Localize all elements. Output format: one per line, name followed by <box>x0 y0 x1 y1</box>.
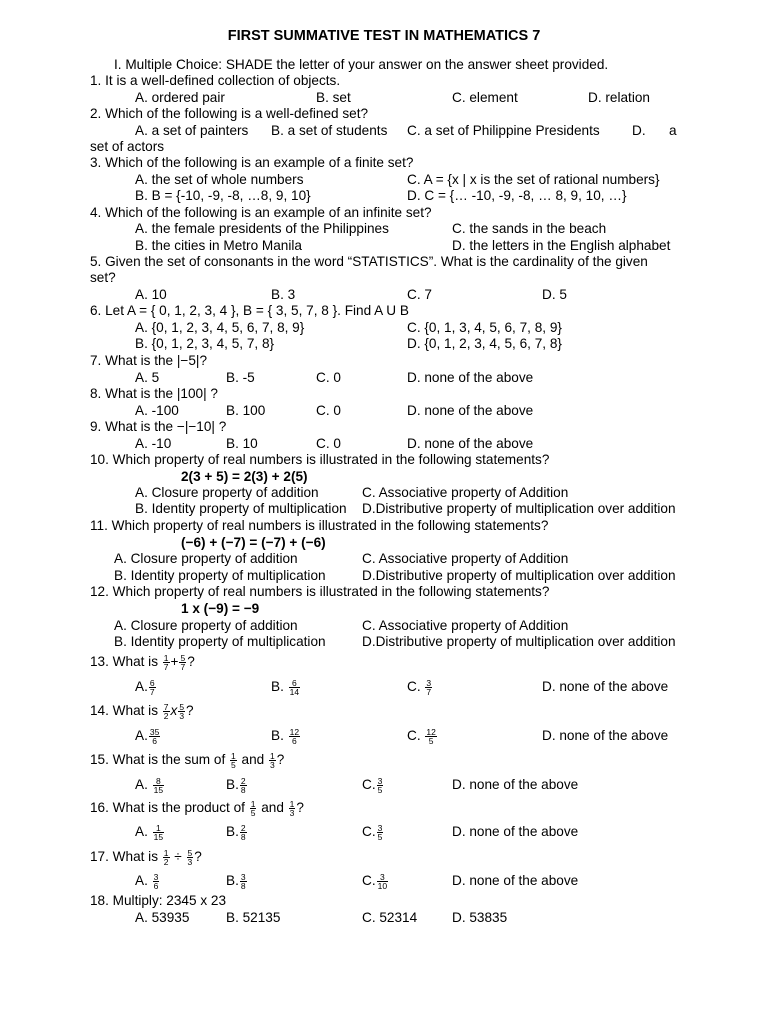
fraction <box>230 752 237 769</box>
page-title: FIRST SUMMATIVE TEST IN MATHEMATICS 7 <box>227 28 541 44</box>
numerator: 6 <box>289 679 300 688</box>
question-8: 8. What is the |100| ? <box>90 386 218 401</box>
option-letter: C. <box>362 824 376 840</box>
operator: + <box>170 654 179 670</box>
question-4: 4. Which of the following is an example of an infinite set? <box>90 205 432 220</box>
q13-option-a <box>135 679 157 696</box>
denominator: 15 <box>153 832 164 842</box>
option-letter: C. <box>362 777 376 793</box>
numerator: 12 <box>426 727 436 737</box>
question-2: 2. Which of the following is a well-defined set? <box>90 106 369 121</box>
denominator: 3 <box>187 857 193 867</box>
q10-option-b: B. Identity property of multiplication <box>135 501 347 516</box>
q3-option-d: D. C = {… -10, -9, -8, … 8, 9, 10, …} <box>407 188 627 203</box>
q7-option-b: B. -5 <box>226 370 255 385</box>
fraction <box>153 777 164 794</box>
numerator: 5 <box>180 653 186 663</box>
q6-option-d: D. {0, 1, 2, 3, 4, 5, 6, 7, 8} <box>407 336 562 351</box>
q4-option-b: B. the cities in Metro Manila <box>135 238 302 253</box>
numerator: 3 <box>377 823 383 833</box>
q10-option-a: A. Closure property of addition <box>135 485 319 500</box>
fraction <box>377 824 384 841</box>
q13-option-d: D. none of the above <box>542 679 669 694</box>
question-15 <box>90 752 284 769</box>
q8-option-c: C. 0 <box>316 403 341 418</box>
option-letter: C. <box>362 873 376 889</box>
fraction <box>240 777 247 794</box>
q1-option-b: B. set <box>316 90 351 105</box>
q10-option-c: C. Associative property of Addition <box>362 485 569 500</box>
denominator: 2 <box>163 857 169 867</box>
q8-option-d: D. none of the above <box>407 403 534 418</box>
option-letter: B. <box>271 728 284 744</box>
q12-option-b: B. Identity property of multiplication <box>114 634 326 649</box>
q15-option-a <box>135 777 165 794</box>
fraction <box>240 824 247 841</box>
question-mark: ? <box>186 703 194 719</box>
denominator: 7 <box>163 662 169 672</box>
q1-option-c: C. element <box>452 90 518 105</box>
fraction <box>289 679 300 696</box>
denominator: 3 <box>179 711 185 721</box>
denominator: 14 <box>289 687 300 697</box>
denominator: 8 <box>240 785 246 795</box>
option-letter: C. <box>407 728 421 744</box>
question-10: 10. Which property of real numbers is illustrated in the following statements? <box>90 452 550 467</box>
fraction <box>179 654 186 671</box>
q18-option-b: B. 52135 <box>226 910 281 925</box>
numerator: 6 <box>149 678 155 688</box>
fraction <box>269 752 276 769</box>
numerator: 1 <box>270 751 275 761</box>
numerator: 1 <box>153 824 164 833</box>
q17-text: 17. What is <box>90 849 158 865</box>
q17-option-b <box>226 873 248 890</box>
q16-option-c <box>362 824 384 841</box>
q2-option-d-letter: D. <box>632 123 646 138</box>
q18-option-a: A. 53935 <box>135 910 190 925</box>
q3-option-a: A. the set of whole numbers <box>135 172 304 187</box>
q14-text: 14. What is <box>90 703 158 719</box>
fraction <box>163 703 170 720</box>
numerator: 5 <box>187 848 193 858</box>
question-14 <box>90 703 194 720</box>
q3-option-c: C. A = {x | x is the set of rational numbers} <box>407 172 660 187</box>
q14-option-a <box>135 728 161 745</box>
option-letter: C. <box>407 679 421 695</box>
denominator: 6 <box>291 736 297 746</box>
denominator: 2 <box>163 711 169 721</box>
q5-option-a: A. 10 <box>135 287 167 302</box>
q15-option-b <box>226 777 248 794</box>
q16-text: 16. What is the product of <box>90 800 245 816</box>
q12-equation: 1 x (−9) = −9 <box>181 601 260 616</box>
operator: x <box>170 703 178 719</box>
numerator: 2 <box>240 823 246 833</box>
q5-option-d: D. 5 <box>542 287 567 302</box>
question-17 <box>90 849 202 866</box>
option-letter: A. <box>135 679 148 695</box>
q15-option-d: D. none of the above <box>452 777 579 792</box>
q11-equation: (−6) + (−7) = (−7) + (−6) <box>181 535 326 550</box>
q11-option-c: C. Associative property of Addition <box>362 551 569 566</box>
question-11: 11. Which property of real numbers is illustrated in the following statements? <box>90 518 549 533</box>
q12-option-a: A. Closure property of addition <box>114 618 298 633</box>
q17-option-c <box>362 873 389 890</box>
denominator: 8 <box>240 881 246 891</box>
q2-option-d-start: a <box>669 123 677 138</box>
q11-option-d: D.Distributive property of multiplication over addition <box>362 568 676 583</box>
q9-option-d: D. none of the above <box>407 436 534 451</box>
denominator: 5 <box>231 760 236 770</box>
question-18: 18. Multiply: 2345 x 23 <box>90 893 227 908</box>
numerator: 3 <box>426 678 432 688</box>
question-1: 1. It is a well-defined collection of objects. <box>90 73 341 88</box>
q18-option-c: C. 52314 <box>362 910 418 925</box>
fraction <box>163 849 170 866</box>
numerator: 1 <box>163 653 169 663</box>
q6-option-b: B. {0, 1, 2, 3, 4, 5, 7, 8} <box>135 336 275 351</box>
q14-option-b <box>271 728 301 745</box>
question-3: 3. Which of the following is an example of a finite set? <box>90 155 414 170</box>
q7-option-d: D. none of the above <box>407 370 534 385</box>
numerator: 5 <box>179 702 185 712</box>
q12-option-c: C. Associative property of Addition <box>362 618 569 633</box>
fraction <box>289 728 300 745</box>
fraction <box>178 703 185 720</box>
question-7: 7. What is the |−5|? <box>90 353 208 368</box>
q13-text: 13. What is <box>90 654 158 670</box>
q15-option-c <box>362 777 384 794</box>
q5-option-c: C. 7 <box>407 287 432 302</box>
q1-option-d: D. relation <box>588 90 650 105</box>
fraction <box>250 800 257 817</box>
fraction <box>377 873 388 890</box>
q16-option-d: D. none of the above <box>452 824 579 839</box>
option-letter: A. <box>135 777 148 793</box>
denominator: 5 <box>377 832 383 842</box>
question-mark: ? <box>276 752 285 768</box>
question-5-continued: set? <box>90 270 116 285</box>
q13-option-c <box>407 679 433 696</box>
numerator: 3 <box>377 873 388 882</box>
q11-option-b: B. Identity property of multiplication <box>114 568 326 583</box>
q8-option-b: B. 100 <box>226 403 266 418</box>
numerator: 35 <box>149 727 160 737</box>
option-letter: A. <box>135 873 148 889</box>
question-mark: ? <box>187 654 195 670</box>
q9-option-a: A. -10 <box>135 436 172 451</box>
q10-equation: 2(3 + 5) = 2(3) + 2(5) <box>181 469 308 484</box>
question-9: 9. What is the −|−10| ? <box>90 419 227 434</box>
denominator: 10 <box>377 881 388 891</box>
q4-option-d: D. the letters in the English alphabet <box>452 238 671 253</box>
option-letter: A. <box>135 824 148 840</box>
q14-option-d: D. none of the above <box>542 728 669 743</box>
fraction <box>149 728 160 745</box>
denominator: 7 <box>149 687 155 697</box>
option-letter: A. <box>135 728 148 744</box>
q2-option-c: C. a set of Philippine Presidents <box>407 123 600 138</box>
numerator: 1 <box>250 799 256 809</box>
q5-option-b: B. 3 <box>271 287 296 302</box>
option-letter: B. <box>226 777 239 793</box>
fraction <box>425 728 436 745</box>
denominator: 5 <box>428 736 434 746</box>
q17-option-d: D. none of the above <box>452 873 579 888</box>
numerator: 12 <box>289 727 300 737</box>
question-16 <box>90 800 304 817</box>
numerator: 3 <box>240 872 246 882</box>
denominator: 6 <box>152 736 157 746</box>
fraction <box>240 873 247 890</box>
fraction <box>163 654 170 671</box>
q16-option-b <box>226 824 248 841</box>
denominator: 15 <box>153 785 164 795</box>
operator: and <box>261 800 284 816</box>
numerator: 1 <box>163 848 169 858</box>
option-letter: B. <box>226 873 239 889</box>
fraction <box>153 873 160 890</box>
fraction <box>153 824 164 841</box>
q10-option-d: D.Distributive property of multiplication over addition <box>362 501 676 516</box>
denominator: 7 <box>426 687 432 697</box>
q7-option-a: A. 5 <box>135 370 160 385</box>
operator: and <box>241 752 265 768</box>
fraction <box>425 679 432 696</box>
operator: ÷ <box>174 849 182 865</box>
q9-option-c: C. 0 <box>316 436 341 451</box>
q16-option-a <box>135 824 165 841</box>
q14-option-c <box>407 728 438 745</box>
question-mark: ? <box>194 849 202 865</box>
numerator: 2 <box>240 776 246 786</box>
q7-option-c: C. 0 <box>316 370 341 385</box>
q6-option-c: C. {0, 1, 3, 4, 5, 6, 7, 8, 9} <box>407 320 562 335</box>
option-letter: B. <box>271 679 284 695</box>
numerator: 8 <box>153 777 164 786</box>
q15-text: 15. What is the sum of <box>90 752 226 768</box>
instructions: I. Multiple Choice: SHADE the letter of your answer on the answer sheet provided. <box>114 57 609 72</box>
fraction <box>187 849 194 866</box>
q6-option-a: A. {0, 1, 2, 3, 4, 5, 6, 7, 8, 9} <box>135 320 305 335</box>
q9-option-b: B. 10 <box>226 436 258 451</box>
numerator: 7 <box>163 702 169 712</box>
q4-option-a: A. the female presidents of the Philippines <box>135 221 389 236</box>
q11-option-a: A. Closure property of addition <box>114 551 298 566</box>
q13-option-b <box>271 679 301 696</box>
numerator: 3 <box>377 776 383 786</box>
denominator: 6 <box>153 881 159 891</box>
denominator: 8 <box>240 832 246 842</box>
question-13 <box>90 654 195 671</box>
question-5: 5. Given the set of consonants in the word “STATISTICS”. What is the cardinality of the given <box>90 254 648 269</box>
question-12: 12. Which property of real numbers is illustrated in the following statements? <box>90 584 550 599</box>
q2-option-b: B. a set of students <box>271 123 388 138</box>
denominator: 3 <box>270 760 275 770</box>
fraction <box>289 800 296 817</box>
fraction <box>149 679 156 696</box>
question-mark: ? <box>296 800 304 816</box>
numerator: 1 <box>289 799 295 809</box>
q17-option-a <box>135 873 160 890</box>
q2-option-a: A. a set of painters <box>135 123 249 138</box>
numerator: 3 <box>153 872 159 882</box>
denominator: 3 <box>289 808 295 818</box>
q3-option-b: B. B = {-10, -9, -8, …8, 9, 10} <box>135 188 311 203</box>
fraction <box>377 777 384 794</box>
numerator: 1 <box>231 751 236 761</box>
option-letter: B. <box>226 824 239 840</box>
question-6: 6. Let A = { 0, 1, 2, 3, 4 }, B = { 3, 5, 7, 8 }. Find A U B <box>90 303 409 318</box>
q12-option-d: D.Distributive property of multiplication over addition <box>362 634 676 649</box>
denominator: 5 <box>377 785 383 795</box>
q8-option-a: A. -100 <box>135 403 179 418</box>
q2-option-d-continued: set of actors <box>90 139 165 154</box>
denominator: 5 <box>250 808 256 818</box>
q1-option-a: A. ordered pair <box>135 90 225 105</box>
q18-option-d: D. 53835 <box>452 910 508 925</box>
denominator: 7 <box>180 662 186 672</box>
q4-option-c: C. the sands in the beach <box>452 221 607 236</box>
